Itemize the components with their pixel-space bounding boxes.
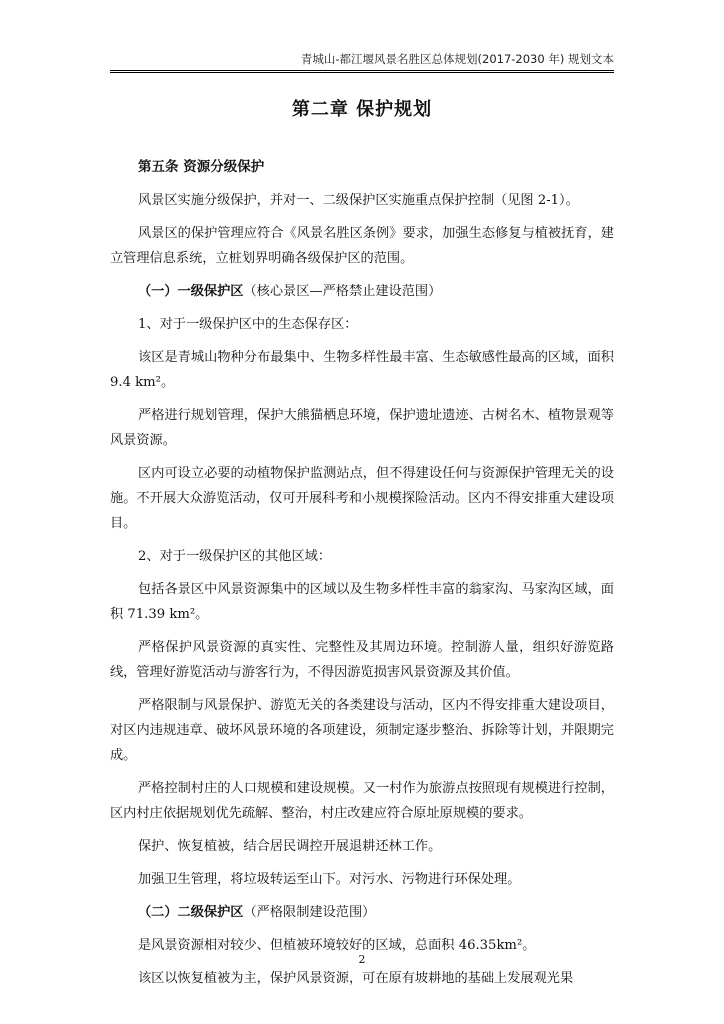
running-header: 青城山-都江堰风景名胜区总体规划(2017-2030 年) 规划文本 xyxy=(110,48,614,71)
section-note: （严格限制建设范围） xyxy=(243,905,376,920)
paragraph: 严格进行规划管理，保护大熊猫栖息环境，保护遗址遗迹、古树名木、植物景观等风景资源。 xyxy=(110,408,614,448)
section-heading-level1 xyxy=(110,279,614,304)
paragraph: 2、对于一级保护区的其他区域： xyxy=(138,549,332,564)
paragraph: 该区以恢复植被为主，保护风景资源，可在原有坡耕地的基础上发展观光果 xyxy=(138,971,574,986)
paragraph: 区内可设立必要的动植物保护监测站点，但不得建设任何与资源保护管理无关的设施。不开展大众游览活动，仅可开展科考和小规模探险活动。区内不得安排重大建设项目。 xyxy=(110,466,614,531)
header-rule xyxy=(110,72,614,73)
section-title: （二）二级保护区 xyxy=(138,905,244,920)
paragraph: 1、对于一级保护区中的生态保存区： xyxy=(138,317,358,332)
section-heading-level2 xyxy=(110,900,614,925)
paragraph: 加强卫生管理，将垃圾转运至山下。对污水、污物进行环保处理。 xyxy=(138,872,521,887)
paragraph: 风景区实施分级保护，并对一、二级保护区实施重点保护控制（见图 2-1）。 xyxy=(138,193,579,208)
paragraph: 严格限制与风景保护、游览无关的各类建设与活动，区内不得安排重大建设项目，对区内违规违章、破坏风景环境的各项建设，须制定逐步整治、拆除等计划，并限期完成。 xyxy=(110,698,614,763)
article-heading: 第五条 资源分级保护 xyxy=(138,159,265,175)
paragraph: 保护、恢复植被，结合居民调控开展退耕还林工作。 xyxy=(138,839,442,854)
section-title: （一）一级保护区 xyxy=(138,284,244,299)
section-note: （核心景区—严格禁止建设范围） xyxy=(243,284,442,299)
chapter-title: 第二章 保护规划 xyxy=(291,99,433,120)
document-body xyxy=(110,156,614,999)
paragraph: 该区是青城山物种分布最集中、生物多样性最丰富、生态敏感性最高的区域，面积 9.4 km²。 xyxy=(110,350,614,390)
paragraph: 严格控制村庄的人口规模和建设规模。又一村作为旅游点按照现有规模进行控制，区内村庄依据规划优先疏解、整治，村庄改建应符合原址原规模的要求。 xyxy=(110,781,614,821)
paragraph: 包括各景区中风景资源集中的区域以及生物多样性丰富的翁家沟、马家沟区域，面积 71.39 km²。 xyxy=(110,582,614,622)
paragraph: 是风景资源相对较少、但植被环境较好的区域，总面积 46.35km²。 xyxy=(138,938,536,953)
page-number: 2 xyxy=(358,953,366,966)
paragraph: 风景区的保护管理应符合《风景名胜区条例》要求，加强生态修复与植被抚育，建立管理信息系统，立桩划界明确各级保护区的范围。 xyxy=(110,226,614,266)
paragraph: 严格保护风景资源的真实性、完整性及其周边环境。控制游人量，组织好游览路线，管理好游览活动与游客行为，不得因游览损害风景资源及其价值。 xyxy=(110,640,614,680)
